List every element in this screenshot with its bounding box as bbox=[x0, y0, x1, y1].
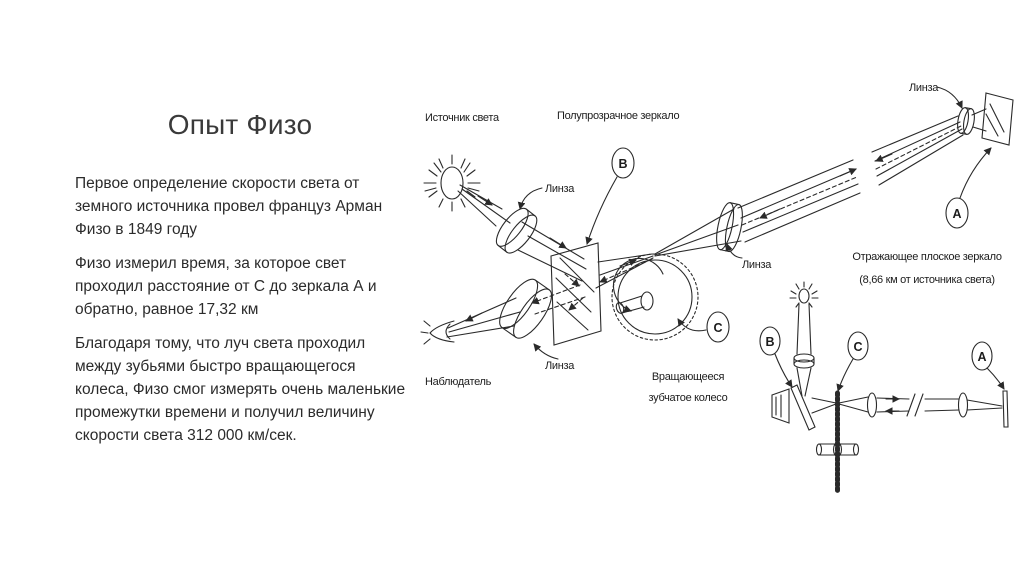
beam-source-to-mirror bbox=[458, 185, 586, 281]
inset-point-b-letter: В bbox=[765, 335, 775, 349]
lens-bottom-shape bbox=[493, 274, 558, 344]
semi-transparent-mirror-shape bbox=[551, 243, 601, 345]
inset-vertical-beam bbox=[797, 304, 811, 396]
point-a-letter: А bbox=[952, 207, 962, 221]
label-semi-mirror: Полупрозрачное зеркало bbox=[557, 110, 680, 122]
fizeau-diagram bbox=[420, 60, 1024, 510]
light-source-burst-icon bbox=[424, 155, 480, 211]
label-lens-far: Линза bbox=[909, 82, 939, 94]
label-gear-line2: зубчатое колесо bbox=[648, 392, 728, 404]
slide-title: Опыт Физо bbox=[167, 108, 313, 140]
label-gear-line1: Вращающееся bbox=[651, 371, 725, 383]
inset-point-c-letter: С bbox=[853, 340, 863, 354]
inset-lens-left bbox=[868, 393, 877, 417]
inset-point-a-letter: А bbox=[977, 350, 987, 364]
lens-far-shape bbox=[956, 107, 986, 135]
inset-observer-box bbox=[772, 389, 789, 423]
label-flat-mirror-line2: (8,66 км от источника света) bbox=[859, 274, 995, 286]
inset-lens-right bbox=[959, 393, 968, 417]
inset-lens-source bbox=[794, 354, 814, 368]
label-observer: Наблюдатель bbox=[425, 376, 492, 388]
label-flat-mirror-line1: Отражающее плоское зеркало bbox=[852, 251, 1002, 263]
label-pointer-arrows bbox=[520, 87, 962, 359]
inset-light-source-burst-icon bbox=[790, 282, 818, 307]
paragraph-first-measurement: Первое определение скорости света от земного источника провел француз Арман Физо в 1849 году bbox=[75, 175, 383, 238]
paragraph-distance: Физо измерил время, за которое свет проходил расстояние от С до зеркала А и обратно, равное 17,32 км bbox=[75, 255, 377, 318]
beam-return-to-observer bbox=[447, 285, 585, 337]
point-b-letter: В bbox=[618, 157, 628, 171]
slide-body-text bbox=[75, 172, 407, 458]
inset-semi-mirror-slat bbox=[791, 385, 815, 430]
label-light-source: Источник света bbox=[425, 112, 499, 124]
fizeau-diagram-svg bbox=[420, 60, 1024, 510]
label-lens-top: Линза bbox=[545, 183, 575, 195]
label-lens-middle: Линза bbox=[742, 259, 772, 271]
lens-top-shape bbox=[491, 204, 542, 258]
paragraph-speed-result: Благодаря тому, что луч света проходил между зубьями быстро вращающегося колеса, Физо смог измерять очень маленькие промежутки времени и получил величину скорости света 312 000 км/сек. bbox=[75, 335, 406, 444]
beam-long-bundle bbox=[738, 116, 963, 242]
flat-mirror-shape bbox=[982, 93, 1013, 145]
inset-flat-mirror bbox=[1003, 391, 1008, 427]
label-lens-bottom: Линза bbox=[545, 360, 575, 372]
inset-horizontal-beam bbox=[812, 394, 1002, 416]
point-c-letter: С bbox=[713, 321, 723, 335]
